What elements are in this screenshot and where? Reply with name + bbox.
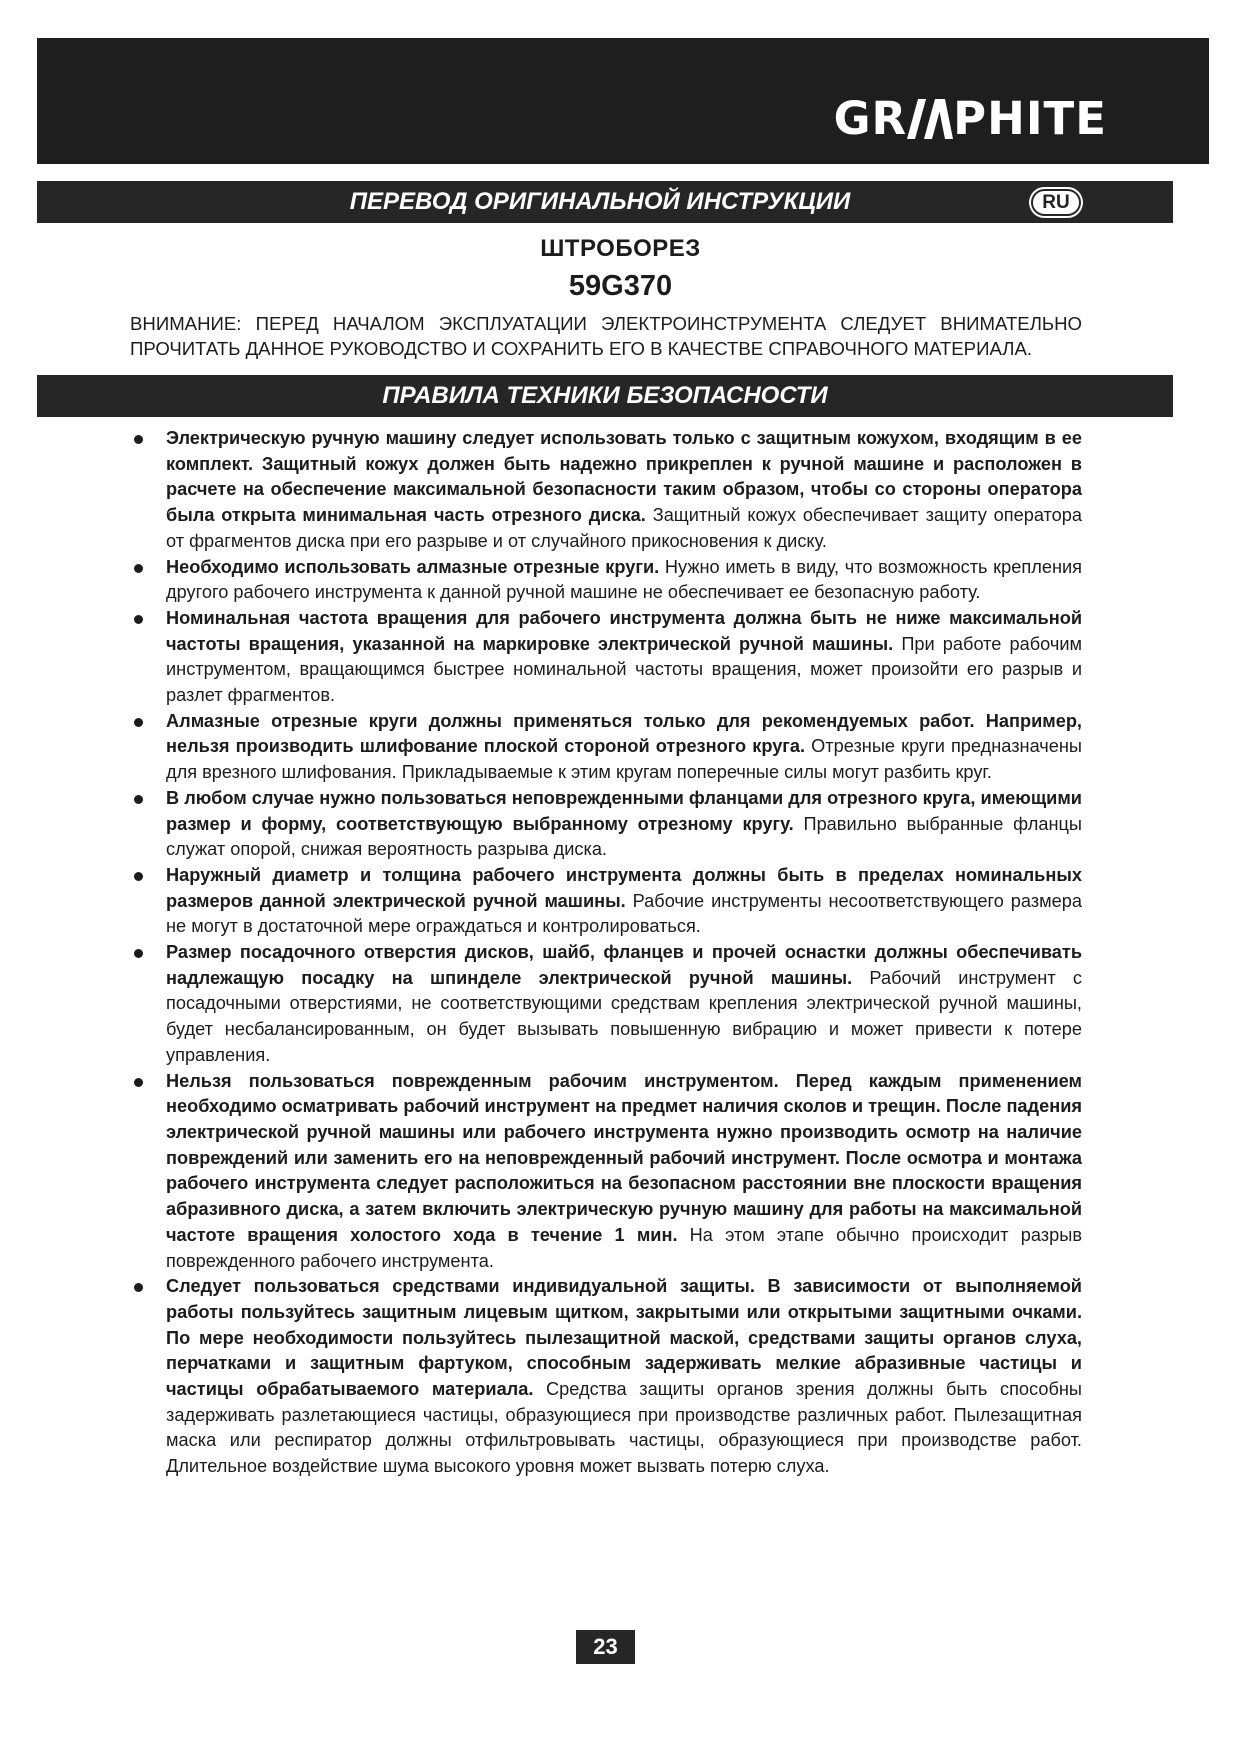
rule-bold: Следует пользоваться средствами индивидуальной защиты. В зависимости от выполняемой работы пользуйтесь защитным лицевым щитком, закрытыми или открытыми защитными очками. По мере необходимости пользуйтесь пылезащитной маской, средствами защиты органов слуха, перчатками и защитным фартуком, способным задерживать мелкие абразивные частицы и частицы обрабатываемого материала.: [166, 1276, 1082, 1400]
product-model: 59G370: [568, 270, 673, 302]
rule-text: Защитный кожух обеспечивает защиту оператора от фрагментов диска при его разрыве и от случайного прикосновения к диску.: [166, 505, 1083, 551]
bullet-icon: [134, 949, 143, 958]
bullet-icon: [134, 1078, 143, 1087]
safety-rules-list: [130, 426, 1082, 1480]
logo-a-glyph-icon: [907, 99, 953, 139]
rule-text: Нужно иметь в виду, что возможность крепления другого рабочего инструмента к данной ручной машине не обеспечивает ее безопасную работу.: [166, 556, 1082, 603]
logo-suffix: PHITE: [953, 92, 1107, 145]
brand-logo: [833, 92, 1107, 145]
list-item: [130, 1274, 1082, 1480]
rule-text: Рабочие инструменты несоответствующего размера не могут в достаточной мере ограждаться и контролироваться.: [166, 890, 1082, 937]
bullet-icon: [134, 615, 143, 624]
list-item: [130, 1069, 1082, 1275]
logo-prefix: GR: [833, 92, 908, 145]
section-title-bar: [37, 375, 1173, 417]
rule-bold: Номинальная частота вращения для рабочего инструмента должна быть не ниже максимальной частоты вращения, указанной на маркировке электрической ручной машины.: [166, 607, 1082, 654]
rule-text: Правильно выбранные фланцы служат опорой, снижая вероятность разрыва диска.: [166, 813, 1082, 860]
translation-title-bar: [37, 181, 1173, 223]
list-item: [130, 709, 1082, 786]
translation-title: ПЕРЕВОД ОРИГИНАЛЬНОЙ ИНСТРУКЦИИ: [349, 188, 851, 215]
bullet-icon: [134, 1283, 143, 1292]
language-badge: RU: [1031, 189, 1081, 216]
list-item: [130, 555, 1082, 606]
rule-text: Отрезные круги предназначены для врезного шлифования. Прикладываемые к этим кругам поперечные силы могут разбить круг.: [166, 736, 1082, 783]
bullet-icon: [134, 718, 143, 727]
bullet-icon: [134, 564, 143, 573]
warning-line-2: ПРОЧИТАТЬ ДАННОЕ РУКОВОДСТВО И СОХРАНИТЬ ЕГО В КАЧЕСТВЕ СПРАВОЧНОГО МАТЕРИАЛА.: [130, 338, 1033, 359]
rule-text: Рабочий инструмент с посадочными отверстиями, не соответствующими средствам крепления электрической ручной машины, будет несбалансированным, он будет вызывать повышенную вибрацию и может привести к потере управления.: [166, 967, 1082, 1065]
rule-bold: Наружный диаметр и толщина рабочего инструмента должны быть в пределах номинальных размеров данной электрической ручной машины.: [166, 864, 1082, 911]
rule-text: При работе рабочим инструментом, вращающимся быстрее номинальной частоты вращения, может произойти его разрыв и разлет фрагментов.: [166, 633, 1083, 706]
rule-bold: Необходимо использовать алмазные отрезные круги.: [166, 556, 660, 577]
warning-line-1: ВНИМАНИЕ: ПЕРЕД НАЧАЛОМ ЭКСПЛУАТАЦИИ ЭЛЕКТРОИНСТРУМЕНТА СЛЕДУЕТ ВНИМАТЕЛЬНО: [130, 313, 1082, 334]
bullet-icon: [134, 795, 143, 804]
list-item: [130, 940, 1082, 1069]
list-item: [130, 426, 1082, 555]
rule-bold: Нельзя пользоваться поврежденным рабочим инструментом. Перед каждым применением необходимо осматривать рабочий инструмент на предмет наличия сколов и трещин. После падения электрической ручной машины или рабочего инструмента нужно производить осмотр на наличие повреждений или заменить его на неповрежденный рабочий инструмент. После осмотра и монтажа рабочего инструмента следует расположиться на безопасном расстоянии вне плоскости вращения абразивного диска, а затем включить электрическую ручную машину для работы на максимальной частоте вращения холостого хода в течение 1 мин.: [166, 1070, 1082, 1245]
rule-bold: Алмазные отрезные круги должны применяться только для рекомендуемых работ. Например, нельзя производить шлифование плоской стороной отрезного круга.: [166, 710, 1082, 757]
bullet-icon: [134, 872, 143, 881]
list-item: [130, 606, 1082, 709]
list-item: [130, 863, 1082, 940]
warning-notice: [130, 311, 1082, 361]
section-title: ПРАВИЛА ТЕХНИКИ БЕЗОПАСНОСТИ: [382, 382, 828, 409]
page-number: 23: [576, 1630, 635, 1664]
bullet-icon: [134, 435, 143, 444]
rule-bold: В любом случае нужно пользоваться неповрежденными фланцами для отрезного круга, имеющими размер и форму, соответствующую выбранному отрезному кругу.: [166, 787, 1082, 834]
rule-text: На этом этапе обычно происходит разрыв поврежденного рабочего инструмента.: [166, 1224, 1082, 1271]
rule-bold: Электрическую ручную машину следует использовать только с защитным кожухом, входящим в ее комплект. Защитный кожух должен быть надежно прикреплен к ручной машине и расположен в расчете на обеспечение максимальной безопасности таким образом, чтобы со стороны оператора была открыта минимальная часть отрезного диска.: [166, 428, 1082, 526]
list-item: [130, 786, 1082, 863]
rule-text: Средства защиты органов зрения должны быть способны задерживать разлетающиеся частицы, образующиеся при производстве различных работ. Пылезащитная маска или респиратор должны отфильтровывать частицы, образующиеся при производстве работ. Длительное воздействие шума высокого уровня может вызвать потерю слуха.: [166, 1379, 1082, 1477]
rule-bold: Размер посадочного отверстия дисков, шайб, фланцев и прочей оснастки должны обеспечивать надлежащую посадку на шпинделе электрической ручной машины.: [166, 942, 1082, 988]
product-name: ШТРОБОРЕЗ: [540, 235, 701, 262]
